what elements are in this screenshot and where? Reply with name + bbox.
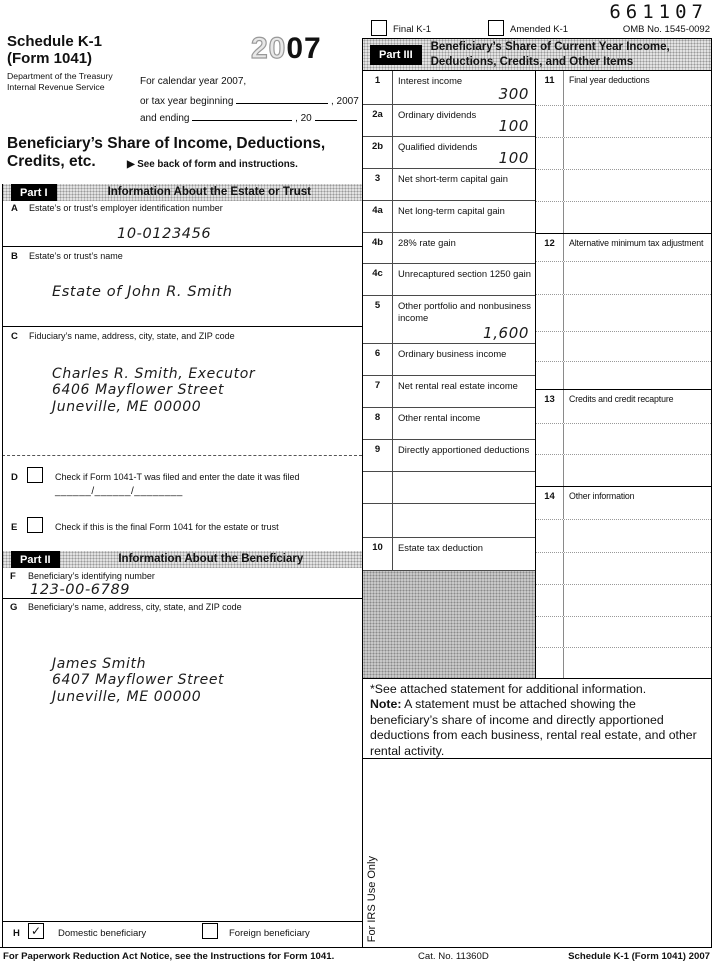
box-value: 300 [498, 85, 529, 103]
line-h-letter: H [13, 928, 20, 939]
catalog-number: Cat. No. 11360D [418, 951, 489, 962]
line-g-letter: G [10, 602, 18, 613]
box-number: 2b [363, 137, 393, 168]
dept-line2: Internal Revenue Service [7, 82, 105, 92]
box-cell [564, 424, 711, 454]
part2-title: Information About the Beneficiary [118, 553, 304, 565]
form-number: (Form 1041) [7, 50, 93, 67]
box-label: Ordinary business income [398, 348, 507, 359]
box-label: Credits and credit recapture [569, 394, 674, 404]
part3-right-row [536, 584, 711, 616]
line-c-label: Fiduciary’s name, address, city, state, and ZIP code [29, 331, 235, 341]
box-value: 1,600 [483, 324, 529, 342]
part3-left-row [363, 538, 535, 571]
box-number: 5 [363, 296, 393, 343]
box-cell [564, 553, 711, 584]
year-light: 20 [251, 32, 287, 65]
part3-left-row [363, 296, 535, 344]
schedule-title [7, 33, 102, 67]
part2-header-bar [2, 551, 362, 568]
part3-left-row [363, 201, 535, 233]
line-e-label: Check if this is the final Form 1041 for the estate or trust [55, 522, 279, 532]
tax-year-graphic [251, 32, 322, 66]
beneficiary-line3: Juneville, ME 00000 [52, 688, 202, 705]
fiduciary-line2: 6406 Mayflower Street [52, 382, 225, 399]
box-value: 100 [498, 117, 529, 135]
paperwork-notice: For Paperwork Reduction Act Notice, see the Instructions for Form 1041. [3, 951, 335, 962]
part3-left-row [363, 169, 535, 201]
box-label: Qualified dividends [398, 141, 478, 152]
line-g-label: Beneficiary’s name, address, city, state, and ZIP code [28, 602, 242, 612]
box-label: Final year deductions [569, 75, 650, 85]
part3-right-row [536, 294, 711, 331]
dept-line1: Department of the Treasury [7, 71, 113, 81]
box-number: 8 [363, 408, 393, 439]
box-number [536, 262, 564, 294]
shaded-unused-area [363, 571, 535, 678]
box-cell [393, 376, 535, 407]
box-cell [564, 106, 711, 137]
part3-right-row [536, 454, 711, 486]
fiduciary-address [52, 366, 255, 415]
box-number [536, 617, 564, 647]
part1-label-box: Part I [11, 184, 57, 201]
box-label: Net short-term capital gain [398, 173, 508, 184]
tax-end-prefix: and ending [140, 113, 190, 124]
line-d-label: Check if Form 1041-T was filed and enter the date it was filed [55, 472, 300, 482]
part3-left-row [363, 137, 535, 169]
tax-begin-suffix: , 2007 [330, 96, 359, 107]
line-b-letter: B [11, 251, 18, 262]
box-cell [393, 408, 535, 439]
part3-left-row [363, 71, 535, 105]
part3-right-row [536, 71, 711, 105]
part3-right-row [536, 361, 711, 389]
amended-k1-label: Amended K-1 [510, 24, 569, 35]
part3-left-row [363, 504, 535, 538]
foreign-beneficiary-label: Foreign beneficiary [229, 928, 310, 939]
box-number: 9 [363, 440, 393, 471]
box-number: 2a [363, 105, 393, 136]
amended-k1-checkbox[interactable] [488, 20, 504, 36]
part3-right-row [536, 486, 711, 519]
note-paragraph [370, 697, 704, 759]
part3-left-row [363, 472, 535, 504]
tax-year-end-line [140, 110, 357, 124]
box-number [536, 455, 564, 486]
tax-end-year-blank[interactable] [315, 110, 357, 121]
box-cell [564, 520, 711, 552]
main-title-line1: Beneficiary’s Share of Income, Deductions, [7, 135, 326, 152]
part3-title-line2: Deductions, Credits, and Other Items [430, 55, 634, 68]
box-number [536, 585, 564, 616]
form-serial-number: 661107 [609, 1, 708, 23]
note-bold: Note: [370, 697, 402, 712]
part3-note [363, 678, 711, 758]
line-a-letter: A [11, 203, 18, 214]
box-cell [564, 585, 711, 616]
box-cell [564, 202, 711, 233]
part3-right-row [536, 105, 711, 137]
box-number: 7 [363, 376, 393, 407]
part3-left-row [363, 233, 535, 264]
part3-label-box: Part III [370, 45, 422, 65]
box-number: 10 [363, 538, 393, 570]
box-cell [393, 296, 535, 343]
tax-begin-prefix: or tax year beginning [140, 96, 234, 107]
box-number: 4a [363, 201, 393, 232]
year-bold: 07 [286, 32, 322, 65]
box-cell [564, 648, 711, 678]
box-label: Estate tax deduction [398, 542, 483, 553]
box-number [536, 106, 564, 137]
date-filed-blank[interactable]: ______/______/________ [55, 486, 183, 497]
part3-left-row [363, 376, 535, 408]
part3-right-row [536, 137, 711, 169]
tax-year-begin-line [140, 93, 359, 107]
box-number [363, 504, 393, 537]
line-a-label: Estate’s or trust’s employer identification number [29, 203, 223, 213]
part3-title [431, 40, 670, 69]
beneficiary-line1: James Smith [52, 656, 147, 672]
box-label: Directly apportioned deductions [398, 444, 530, 455]
part3-left-row [363, 264, 535, 296]
part3-right-row [536, 519, 711, 552]
line-e-letter: E [11, 522, 18, 533]
part3-left-row [363, 440, 535, 472]
box-number: 14 [536, 487, 564, 519]
beneficiary-line2: 6407 Mayflower Street [52, 672, 225, 689]
part3-header-bar [363, 39, 711, 71]
part3-table [362, 38, 712, 947]
part2-label-box: Part II [11, 551, 60, 568]
box-number [536, 362, 564, 389]
main-title-line2: Credits, etc. [7, 153, 96, 170]
box-cell [564, 262, 711, 294]
beneficiary-address [52, 656, 224, 705]
part3-columns [363, 71, 711, 678]
box-cell [564, 234, 711, 261]
box-cell [564, 170, 711, 201]
final-1041-checkbox[interactable] [27, 517, 43, 533]
box-cell [564, 71, 711, 105]
box-cell [393, 504, 535, 537]
ein-value: 10-0123456 [117, 226, 212, 242]
part3-right-row [536, 261, 711, 294]
box-cell [564, 362, 711, 389]
tax-begin-blank[interactable] [236, 93, 328, 104]
fiduciary-line1: Charles R. Smith, Executor [52, 366, 256, 382]
omb-number: OMB No. 1545-0092 [622, 24, 710, 35]
box-cell [393, 344, 535, 375]
box-cell [564, 332, 711, 361]
box-number: 6 [363, 344, 393, 375]
checkmark-icon: ✓ [30, 924, 42, 938]
box-number [536, 648, 564, 678]
see-back-note: ▶ See back of form and instructions. [127, 159, 298, 170]
part3-right-row [536, 233, 711, 261]
box-cell [393, 201, 535, 232]
domestic-beneficiary-label: Domestic beneficiary [58, 928, 147, 939]
footer-form-id: Schedule K-1 (Form 1041) 2007 [568, 951, 710, 962]
line-b-label: Estate’s or trust’s name [29, 251, 123, 261]
box-label: Net rental real estate income [398, 380, 518, 391]
box-number: 4b [363, 233, 393, 263]
part3-right-row [536, 331, 711, 361]
box-cell [564, 138, 711, 169]
box-number: 4c [363, 264, 393, 295]
box-cell [564, 390, 711, 423]
box-value: 100 [498, 149, 529, 167]
box-cell [564, 295, 711, 331]
part3-left-column [363, 71, 536, 678]
part3-right-row [536, 169, 711, 201]
box-cell [393, 233, 535, 263]
box-number [536, 170, 564, 201]
part3-right-column [536, 71, 711, 678]
foreign-beneficiary-checkbox[interactable] [202, 923, 218, 939]
box-cell [393, 264, 535, 295]
box-label: Alternative minimum tax adjustment [569, 238, 704, 248]
beneficiary-id-value: 123-00-6789 [30, 582, 131, 598]
box-number: 1 [363, 71, 393, 104]
box-cell [393, 538, 535, 570]
part1-header-bar [2, 184, 362, 201]
calendar-year-line: For calendar year 2007, [140, 76, 247, 87]
box-label: 28% rate gain [398, 237, 456, 248]
part3-right-row [536, 552, 711, 584]
box-number: 11 [536, 71, 564, 105]
box-number [536, 520, 564, 552]
box-label: Other rental income [398, 412, 481, 423]
box-number [536, 424, 564, 454]
domestic-beneficiary-checkbox[interactable] [28, 923, 44, 939]
line-f-letter: F [10, 571, 16, 582]
department-lines [7, 71, 113, 93]
estate-name-value: Estate of John R. Smith [52, 284, 233, 300]
part3-title-line1: Beneficiary’s Share of Current Year Income, [430, 41, 670, 53]
box-number: 3 [363, 169, 393, 200]
box-cell [393, 440, 535, 471]
part3-left-row [363, 344, 535, 376]
part3-left-row [363, 408, 535, 440]
box-number: 12 [536, 234, 564, 261]
line-f-label: Beneficiary’s identifying number [28, 571, 155, 581]
note-star-line: *See attached statement for additional information. [370, 682, 647, 696]
box-number [536, 553, 564, 584]
box-cell [393, 71, 535, 104]
box-label: Other information [569, 491, 635, 501]
part3-right-row [536, 647, 711, 678]
form-1041t-checkbox[interactable] [27, 467, 43, 483]
tax-end-blank[interactable] [192, 110, 292, 121]
box-cell [393, 137, 535, 168]
box-number [363, 472, 393, 503]
schedule-name: Schedule K-1 [7, 33, 103, 50]
box-cell [564, 455, 711, 486]
box-number [536, 295, 564, 331]
part1-title: Information About the Estate or Trust [107, 186, 311, 198]
box-number [536, 202, 564, 233]
fiduciary-line3: Juneville, ME 00000 [52, 398, 202, 415]
line-d-letter: D [11, 472, 18, 483]
irs-use-only-label: For IRS Use Only [366, 855, 378, 942]
final-k1-label: Final K-1 [393, 24, 432, 35]
box-cell [393, 169, 535, 200]
part3-right-row [536, 201, 711, 233]
box-label: Net long-term capital gain [398, 205, 505, 216]
part3-right-row [536, 423, 711, 454]
final-k1-checkbox[interactable] [371, 20, 387, 36]
box-cell [393, 105, 535, 136]
box-number [536, 332, 564, 361]
box-label: Other portfolio and nonbusiness income [398, 300, 531, 323]
irs-use-only-box [363, 758, 711, 948]
box-label: Ordinary dividends [398, 109, 477, 120]
box-number: 13 [536, 390, 564, 423]
line-c-letter: C [11, 331, 18, 342]
box-number [536, 138, 564, 169]
box-cell [393, 472, 535, 503]
box-cell [564, 617, 711, 647]
box-label: Unrecaptured section 1250 gain [398, 268, 531, 279]
note-rest: A statement must be attached showing the beneficiary’s share of income and directly apportioned deductions from each business, rental real estate, and other rental activity. [370, 697, 697, 758]
part3-left-row [363, 105, 535, 137]
tax-end-suffix: , 20 [295, 113, 312, 124]
part3-right-row [536, 389, 711, 423]
box-label: Interest income [398, 75, 463, 86]
part3-right-row [536, 616, 711, 647]
box-cell [564, 487, 711, 519]
